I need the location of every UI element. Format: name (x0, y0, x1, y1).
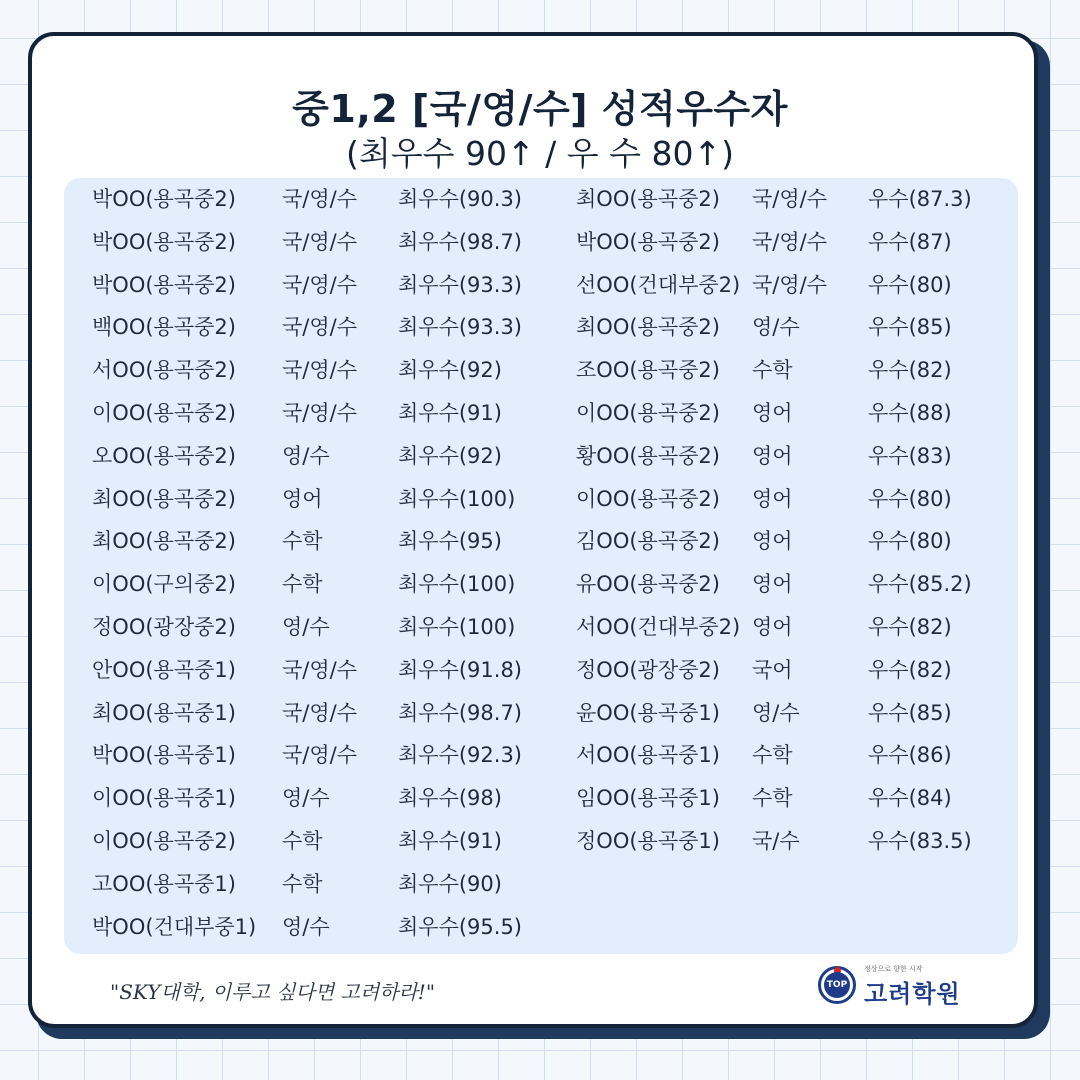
result-row (92, 350, 532, 390)
result-row (92, 265, 532, 305)
result-row (92, 821, 532, 861)
award-label: 우수(83) (868, 444, 952, 468)
student-name: 이OO(용곡중2) (92, 829, 236, 853)
student-name: 최OO(용곡중1) (92, 701, 236, 725)
student-name: 선OO(건대부중2) (576, 273, 741, 297)
student-name: 박OO(용곡중2) (576, 230, 720, 254)
award-label: 최우수(93.3) (398, 315, 523, 339)
award-label: 최우수(93.3) (398, 273, 523, 297)
award-label: 우수(85.2) (868, 572, 972, 596)
student-name: 이OO(용곡중2) (576, 401, 720, 425)
result-row (576, 607, 1016, 647)
result-row (576, 307, 1016, 347)
student-name: 박OO(용곡중2) (92, 187, 236, 211)
result-row (92, 393, 532, 433)
award-label: 우수(80) (868, 529, 952, 553)
student-name: 유OO(용곡중2) (576, 572, 720, 596)
student-name: 조OO(용곡중2) (576, 358, 720, 382)
subject-label: 영어 (282, 487, 323, 511)
page-subtitle: (최우수 90↑ / 우 수 80↑) (346, 134, 734, 173)
academy-logo (818, 962, 978, 1008)
result-row (92, 479, 532, 519)
result-row (92, 564, 532, 604)
student-name: 박OO(용곡중2) (92, 273, 236, 297)
subject-label: 국/영/수 (282, 273, 358, 297)
subject-label: 수학 (752, 358, 793, 382)
award-label: 우수(83.5) (868, 829, 972, 853)
student-name: 황OO(용곡중2) (576, 444, 720, 468)
award-label: 최우수(100) (398, 487, 516, 511)
result-row (92, 222, 532, 262)
result-row (92, 307, 532, 347)
student-name: 정OO(용곡중1) (576, 829, 720, 853)
result-row (92, 650, 532, 690)
student-name: 서OO(용곡중1) (576, 743, 720, 767)
logo-tagline: 정상으로 향한 시작 (864, 965, 923, 973)
subject-label: 수학 (282, 572, 323, 596)
subject-label: 국어 (752, 658, 793, 682)
award-label: 우수(82) (868, 358, 952, 382)
student-name: 이OO(용곡중2) (92, 401, 236, 425)
subject-label: 영/수 (282, 786, 330, 810)
student-name: 정OO(광장중2) (92, 615, 236, 639)
student-name: 최OO(용곡중2) (92, 529, 236, 553)
result-row (576, 521, 1016, 561)
award-label: 최우수(90.3) (398, 187, 523, 211)
student-name: 고OO(용곡중1) (92, 872, 236, 896)
award-label: 최우수(98) (398, 786, 502, 810)
student-name: 서OO(건대부중2) (576, 615, 741, 639)
award-label: 우수(85) (868, 315, 952, 339)
result-row (92, 436, 532, 476)
subject-label: 영/수 (752, 701, 800, 725)
result-row (576, 650, 1016, 690)
award-label: 우수(82) (868, 615, 952, 639)
award-label: 우수(80) (868, 273, 952, 297)
subject-label: 국/영/수 (752, 187, 828, 211)
subject-label: 영어 (752, 401, 793, 425)
student-name: 김OO(용곡중2) (576, 529, 720, 553)
result-row (576, 778, 1016, 818)
award-label: 최우수(92) (398, 358, 502, 382)
award-label: 우수(88) (868, 401, 952, 425)
student-name: 최OO(용곡중2) (92, 487, 236, 511)
student-name: 이OO(용곡중1) (92, 786, 236, 810)
award-label: 우수(87) (868, 230, 952, 254)
subject-label: 국/영/수 (752, 273, 828, 297)
subject-label: 영어 (752, 444, 793, 468)
result-row (92, 521, 532, 561)
subject-label: 영/수 (282, 615, 330, 639)
subject-label: 수학 (282, 529, 323, 553)
slogan: "SKY대학, 이루고 싶다면 고려하라!" (110, 980, 436, 1004)
subject-label: 국/영/수 (282, 401, 358, 425)
subject-label: 국/수 (752, 829, 800, 853)
subject-label: 영어 (752, 487, 793, 511)
student-name: 박OO(용곡중1) (92, 743, 236, 767)
student-name: 박OO(용곡중2) (92, 230, 236, 254)
award-label: 최우수(92.3) (398, 743, 523, 767)
award-label: 우수(84) (868, 786, 952, 810)
subject-label: 영어 (752, 615, 793, 639)
result-row (576, 564, 1016, 604)
student-name: 박OO(건대부중1) (92, 915, 257, 939)
subject-label: 국/영/수 (282, 315, 358, 339)
student-name: 이OO(구의중2) (92, 572, 236, 596)
award-label: 최우수(95.5) (398, 915, 523, 939)
result-row (576, 350, 1016, 390)
award-label: 최우수(100) (398, 572, 516, 596)
subject-label: 영/수 (752, 315, 800, 339)
result-row (92, 179, 532, 219)
student-name: 최OO(용곡중2) (576, 187, 720, 211)
subject-label: 수학 (752, 743, 793, 767)
award-label: 최우수(98.7) (398, 230, 523, 254)
award-label: 우수(86) (868, 743, 952, 767)
award-label: 최우수(92) (398, 444, 502, 468)
subject-label: 국/영/수 (282, 743, 358, 767)
award-label: 최우수(90) (398, 872, 502, 896)
award-label: 우수(87.3) (868, 187, 972, 211)
student-name: 안OO(용곡중1) (92, 658, 236, 682)
subject-label: 영어 (752, 529, 793, 553)
result-row (576, 436, 1016, 476)
subject-label: 수학 (282, 829, 323, 853)
result-row (92, 864, 532, 904)
subject-label: 국/영/수 (282, 230, 358, 254)
result-row (92, 907, 532, 947)
student-name: 오OO(용곡중2) (92, 444, 236, 468)
logo-name: 고려학원 (864, 980, 961, 1008)
subject-label: 국/영/수 (282, 358, 358, 382)
subject-label: 국/영/수 (282, 658, 358, 682)
student-name: 백OO(용곡중2) (92, 315, 236, 339)
result-row (576, 479, 1016, 519)
emblem-text: TOP (824, 972, 850, 998)
award-label: 최우수(100) (398, 615, 516, 639)
student-name: 이OO(용곡중2) (576, 487, 720, 511)
student-name: 임OO(용곡중1) (576, 786, 720, 810)
subject-label: 영어 (752, 572, 793, 596)
award-label: 최우수(95) (398, 529, 502, 553)
result-row (576, 222, 1016, 262)
subject-label: 영/수 (282, 915, 330, 939)
award-label: 최우수(91.8) (398, 658, 523, 682)
result-row (576, 821, 1016, 861)
result-row (576, 265, 1016, 305)
result-row (92, 693, 532, 733)
award-label: 최우수(91) (398, 829, 502, 853)
result-row (576, 393, 1016, 433)
result-row (576, 179, 1016, 219)
result-row (92, 778, 532, 818)
top-emblem-icon (818, 966, 856, 1004)
award-label: 최우수(98.7) (398, 701, 523, 725)
award-label: 최우수(91) (398, 401, 502, 425)
result-row (576, 693, 1016, 733)
page-title: 중1,2 [국/영/수] 성적우수자 (292, 87, 788, 131)
subject-label: 영/수 (282, 444, 330, 468)
award-label: 우수(82) (868, 658, 952, 682)
subject-label: 국/영/수 (752, 230, 828, 254)
result-row (92, 607, 532, 647)
student-name: 정OO(광장중2) (576, 658, 720, 682)
subject-label: 국/영/수 (282, 701, 358, 725)
subject-label: 국/영/수 (282, 187, 358, 211)
subject-label: 수학 (752, 786, 793, 810)
student-name: 최OO(용곡중2) (576, 315, 720, 339)
student-name: 윤OO(용곡중1) (576, 701, 720, 725)
subject-label: 수학 (282, 872, 323, 896)
award-label: 우수(80) (868, 487, 952, 511)
result-row (576, 735, 1016, 775)
award-label: 우수(85) (868, 701, 952, 725)
result-row (92, 735, 532, 775)
student-name: 서OO(용곡중2) (92, 358, 236, 382)
